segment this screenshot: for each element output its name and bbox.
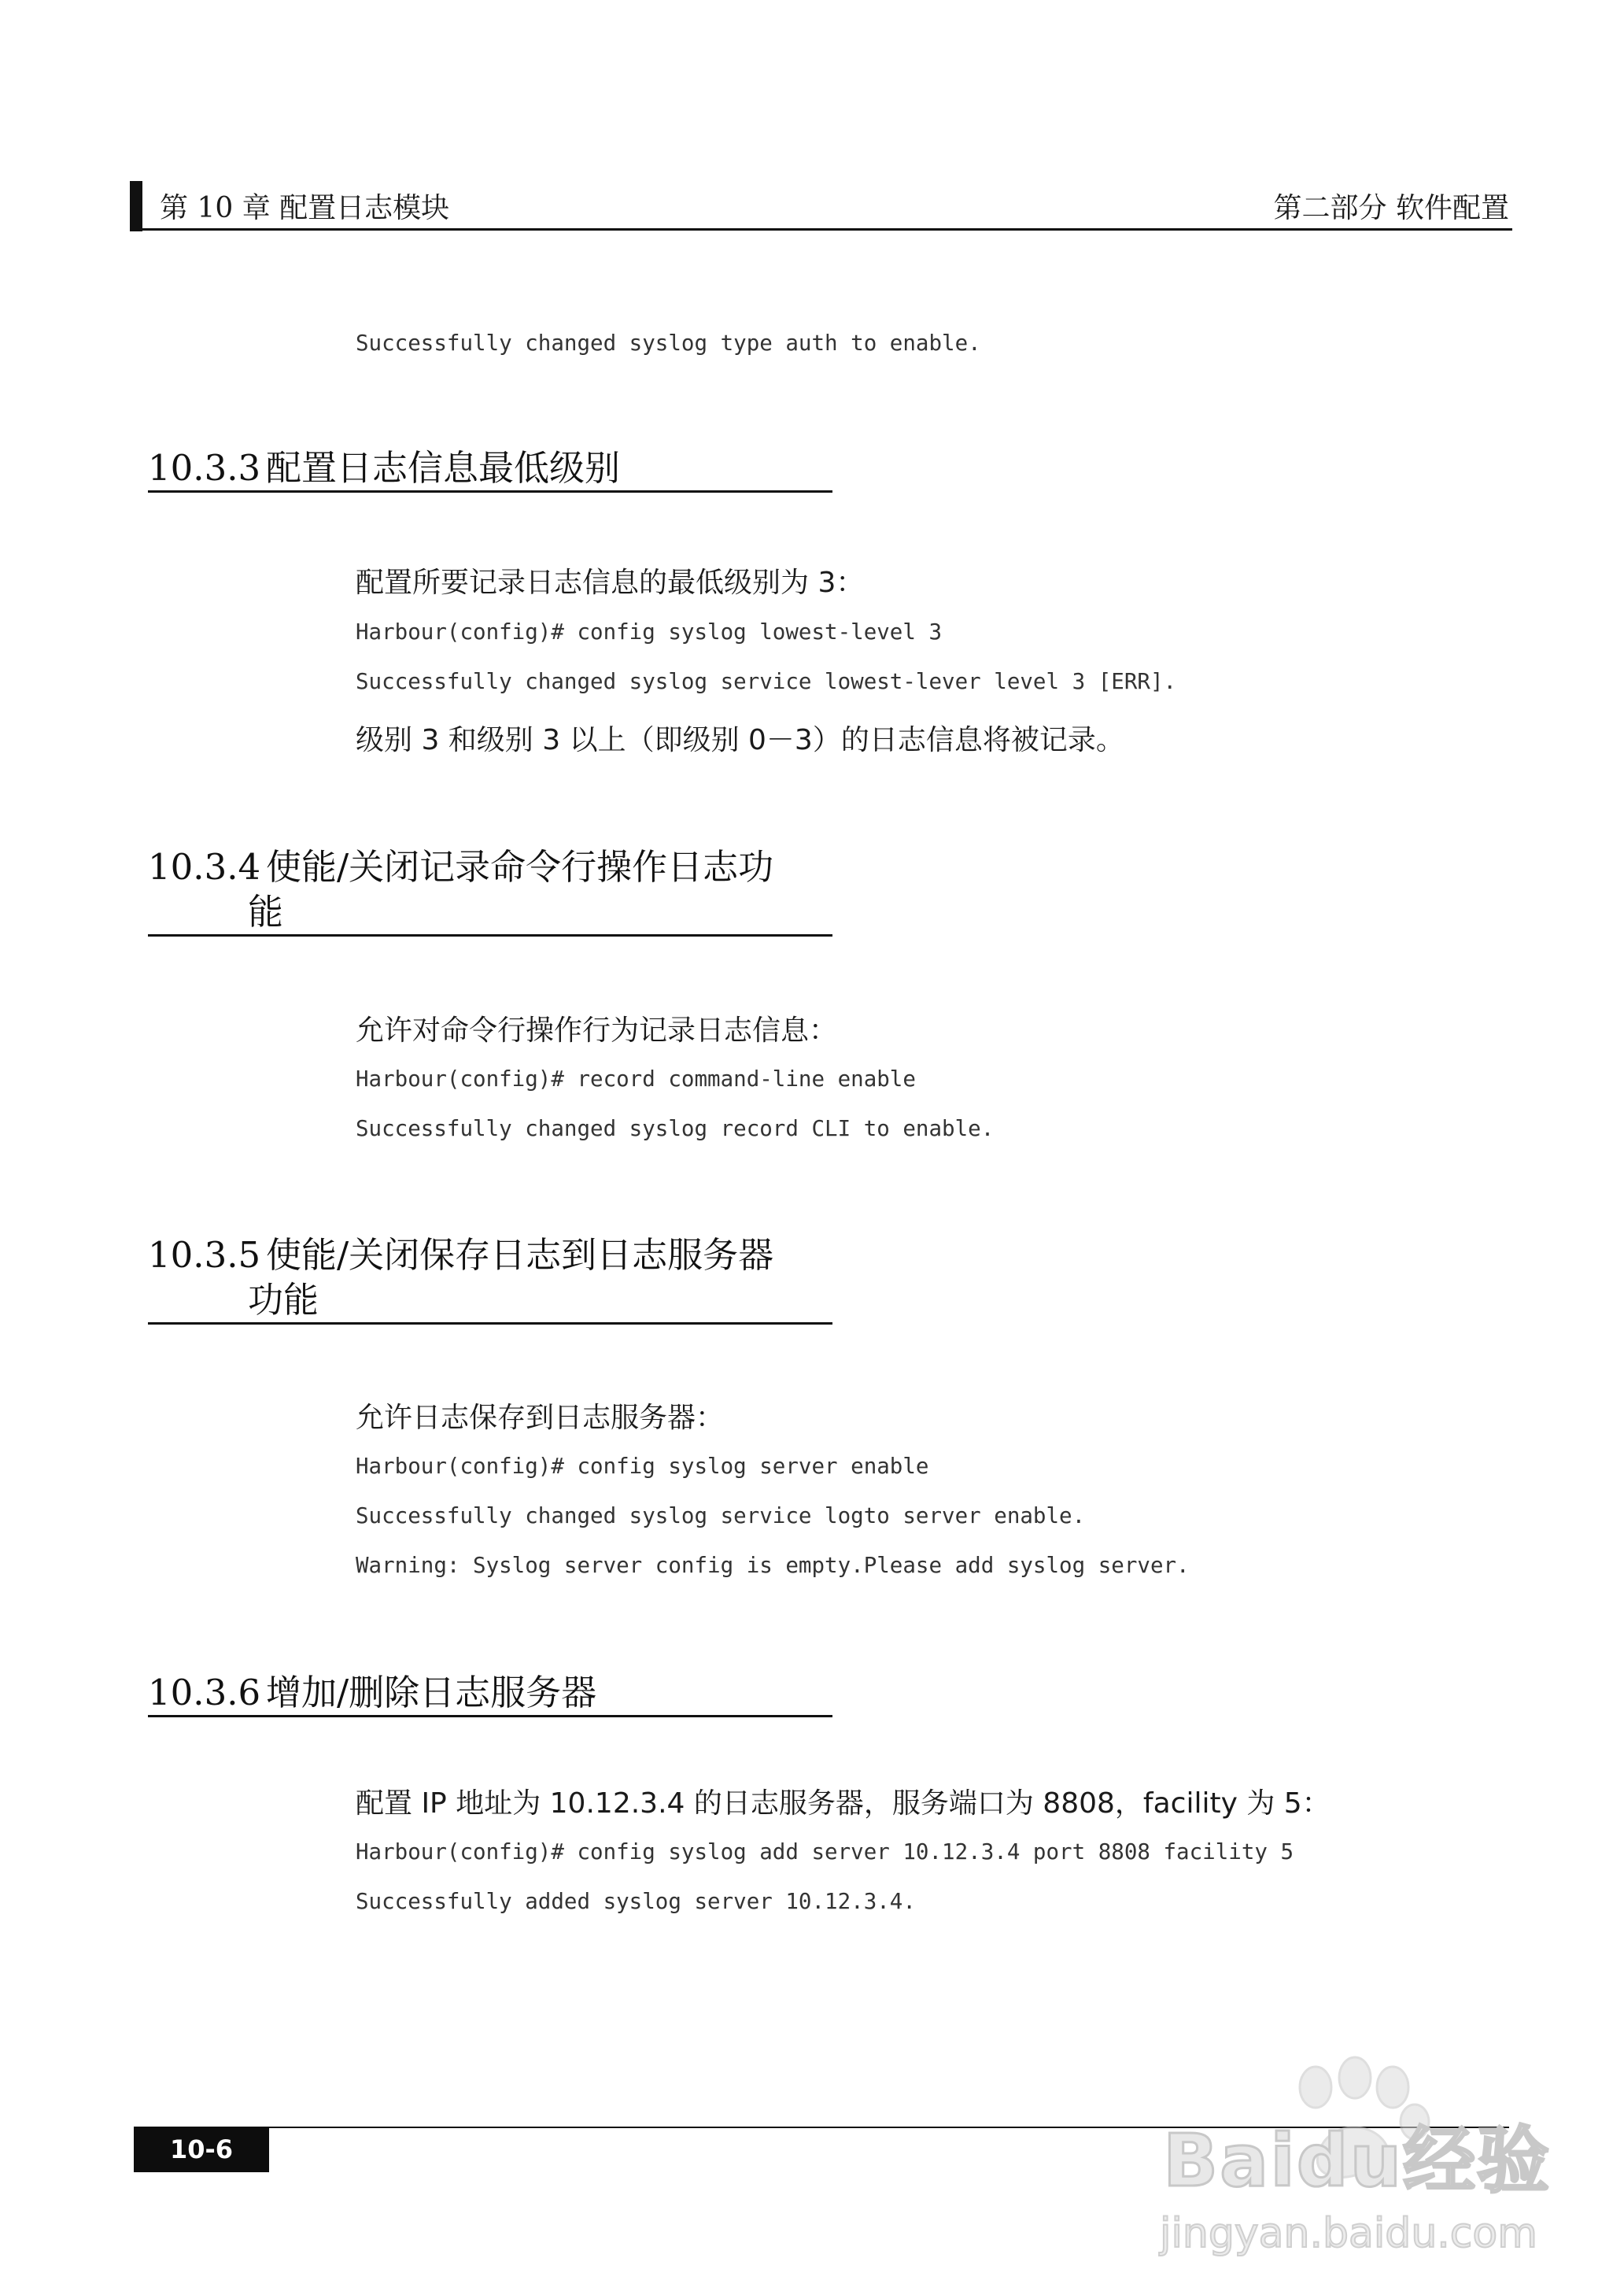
paragraph: 允许日志保存到日志服务器： xyxy=(356,1402,725,1434)
code-line: Harbour(config)# config syslog server enable xyxy=(356,1454,929,1479)
section-heading-10-3-4 xyxy=(148,844,832,937)
code-line: Warning: Syslog server config is empty.Please add syslog server. xyxy=(356,1553,1190,1578)
watermark-url: jingyan.baidu.com xyxy=(1160,2210,1537,2257)
paragraph: 允许对命令行操作行为记录日志信息： xyxy=(356,1014,838,1047)
code-line: Successfully changed syslog record CLI to enable. xyxy=(356,1116,995,1141)
code-line: Successfully added syslog server 10.12.3.4. xyxy=(356,1889,916,1914)
section-title-continued: 能 xyxy=(248,891,284,933)
paragraph: 配置所要记录日志信息的最低级别为 3： xyxy=(356,567,865,599)
paragraph: 级别 3 和级别 3 以上（即级别 0－3）的日志信息将被记录。 xyxy=(356,724,1124,756)
paragraph: 配置 IP 地址为 10.12.3.4 的日志服务器，服务端口为 8808，facility 为 5： xyxy=(356,1787,1331,1820)
section-title-continued: 功能 xyxy=(248,1279,319,1321)
section-number: 10.3.5 xyxy=(148,1234,261,1276)
page-number: 10-6 xyxy=(134,2127,269,2172)
header-bar xyxy=(130,181,142,231)
code-line: Harbour(config)# config syslog add server 10.12.3.4 port 8808 facility 5 xyxy=(356,1839,1294,1864)
section-number: 10.3.6 xyxy=(148,1672,261,1713)
code-line: Successfully changed syslog service logto server enable. xyxy=(356,1503,1086,1528)
section-title: 增加/删除日志服务器 xyxy=(266,1672,597,1713)
chapter-title: 第 10 章 配置日志模块 xyxy=(160,192,450,224)
part-title: 第二部分 软件配置 xyxy=(1273,192,1509,224)
code-line: Successfully changed syslog type auth to enable. xyxy=(356,331,981,356)
code-line: Harbour(config)# record command-line enable xyxy=(356,1066,916,1092)
section-number: 10.3.3 xyxy=(148,447,261,489)
watermark-brand: Baidu经验 xyxy=(1163,2119,1552,2203)
section-title: 配置日志信息最低级别 xyxy=(266,447,621,489)
code-line: Harbour(config)# config syslog lowest-level 3 xyxy=(356,619,943,645)
header-rule xyxy=(142,228,1512,231)
code-line: Successfully changed syslog service lowest-lever level 3 [ERR]. xyxy=(356,669,1177,694)
section-heading-10-3-3 xyxy=(148,445,832,493)
section-heading-10-3-6 xyxy=(148,1670,832,1717)
section-title: 使能/关闭记录命令行操作日志功 xyxy=(266,846,774,888)
section-heading-10-3-5 xyxy=(148,1232,832,1325)
section-number: 10.3.4 xyxy=(148,846,261,888)
section-title: 使能/关闭保存日志到日志服务器 xyxy=(266,1234,774,1276)
